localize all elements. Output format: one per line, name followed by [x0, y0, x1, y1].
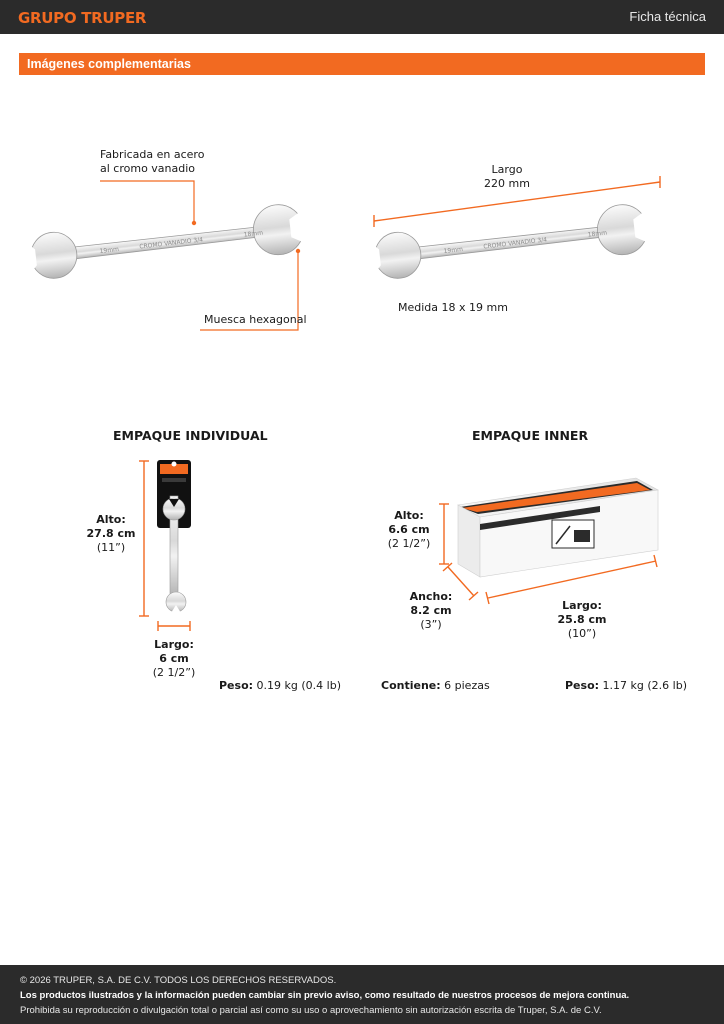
footer-notice: Los productos ilustrados y la información pueden cambiar sin previo aviso, como resultado de nuestros procesos de mejora continua. — [20, 990, 630, 1001]
inner-length-in: (10”) — [567, 627, 597, 640]
svg-text:18mm: 18mm — [587, 229, 608, 239]
inner-weight — [565, 679, 687, 693]
inner-length — [556, 599, 608, 641]
material-line-1: Fabricada en acero — [100, 148, 205, 161]
inner-weight-label: Peso: — [565, 679, 600, 692]
individual-height — [86, 513, 136, 555]
inner-contents-label: Contiene: — [381, 679, 441, 692]
dimension-line-individual-length — [158, 621, 190, 631]
individual-package-image — [157, 460, 191, 613]
individual-package-title: EMPAQUE INDIVIDUAL — [113, 428, 268, 443]
individual-length-in: (2 1/2”) — [152, 666, 196, 679]
wrench-image-left — [25, 202, 309, 283]
svg-text:19mm: 19mm — [99, 245, 120, 256]
inner-length-cm: 25.8 cm — [557, 613, 607, 626]
inner-height-label: Alto: — [394, 509, 424, 522]
inner-contents — [381, 679, 490, 693]
length-value: 220 mm — [484, 177, 530, 190]
individual-weight — [219, 679, 341, 693]
individual-length — [149, 638, 199, 680]
callout-line-material — [100, 181, 194, 222]
inner-height — [384, 509, 434, 551]
document-type: Ficha técnica — [629, 9, 706, 24]
inner-length-label: Largo: — [562, 599, 602, 612]
inner-height-cm: 6.6 cm — [388, 523, 430, 536]
section-title: Imágenes complementarias — [27, 57, 191, 71]
svg-text:CROMO VANADIO 3/4: CROMO VANADIO 3/4 — [483, 236, 548, 251]
inner-contents-value: 6 piezas — [444, 679, 490, 692]
inner-weight-value: 1.17 kg (2.6 lb) — [602, 679, 687, 692]
individual-height-cm: 27.8 cm — [86, 527, 136, 540]
footer — [0, 965, 724, 1024]
svg-text:19mm: 19mm — [443, 245, 464, 256]
individual-height-label: Alto: — [96, 513, 126, 526]
dimension-line-inner-height — [439, 504, 449, 564]
individual-height-in: (11”) — [96, 541, 126, 554]
svg-text:18mm: 18mm — [243, 229, 264, 239]
wrench-image-right — [369, 202, 653, 283]
measure-label: Medida 18 x 19 mm — [398, 301, 508, 314]
length-label: Largo — [491, 163, 523, 176]
inner-width — [405, 590, 457, 632]
inner-width-cm: 8.2 cm — [410, 604, 452, 617]
dimension-line-individual-height — [139, 461, 149, 616]
individual-weight-value: 0.19 kg (0.4 lb) — [256, 679, 341, 692]
individual-length-cm: 6 cm — [159, 652, 189, 665]
inner-height-in: (2 1/2”) — [387, 537, 431, 550]
individual-length-label: Largo: — [154, 638, 194, 651]
footer-copyright: © 2026 TRUPER, S.A. DE C.V. TODOS LOS DERECHOS RESERVADOS. — [20, 975, 337, 986]
length-callout — [467, 163, 547, 191]
inner-package-image — [458, 478, 658, 577]
svg-text:CROMO VANADIO 3/4: CROMO VANADIO 3/4 — [139, 236, 204, 251]
material-line-2: al cromo vanadio — [100, 162, 196, 175]
brand-logo: GRUPO TRUPER — [18, 9, 147, 27]
inner-width-label: Ancho: — [409, 590, 453, 603]
individual-weight-label: Peso: — [219, 679, 254, 692]
notch-label: Muesca hexagonal — [204, 313, 307, 326]
footer-prohibition: Prohibida su reproducción o divulgación total o parcial así como su uso o aprovechamiento sin autorización escrita de Truper, S.A. de C.V. — [20, 1005, 602, 1016]
material-label — [100, 148, 204, 176]
inner-width-in: (3”) — [420, 618, 442, 631]
inner-package-title: EMPAQUE INNER — [472, 428, 589, 443]
